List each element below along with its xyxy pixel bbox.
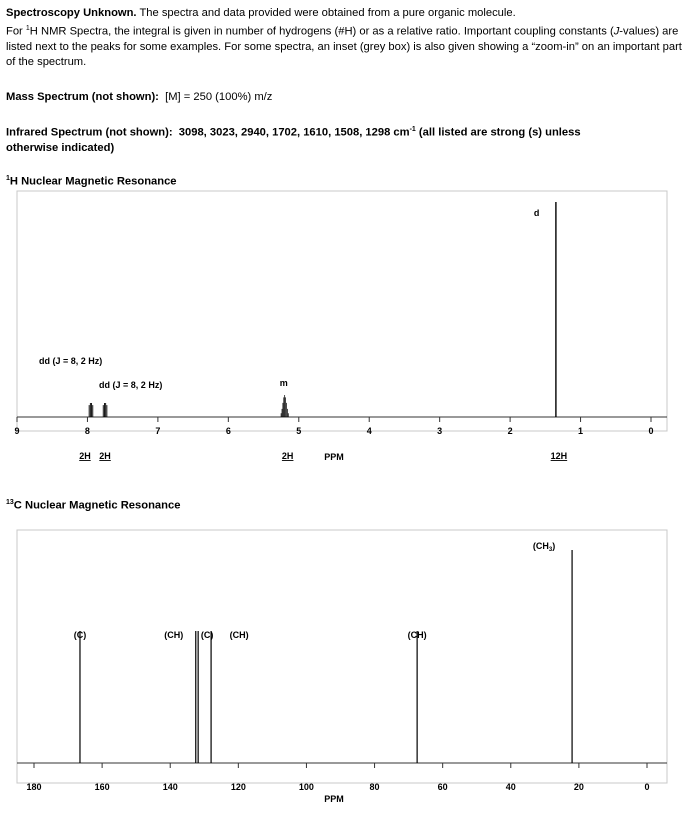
c-nmr-frame [17,530,667,783]
h-nmr-spectrum [0,188,692,488]
mass-spectrum-line: Mass Spectrum (not shown): [M] = 250 (100%) m/z [6,91,273,103]
document-title: Spectroscopy Unknown. [6,7,137,19]
c-nmr-peak-label: (C) [73,630,87,640]
c-nmr-tick-label: 140 [162,782,178,792]
h-nmr-peak-label: d [533,208,540,218]
h-nmr-tick-label: 2 [507,426,513,436]
c-nmr-tick-label: 40 [505,782,516,792]
h-nmr-frame [17,191,667,431]
h-nmr-integral: 12H [550,451,568,461]
h-nmr-tick-label: 6 [225,426,231,436]
c-nmr-x-axis-label: PPM [324,794,344,804]
h-nmr-integral: 2H [99,451,111,461]
c-nmr-tick-label: 100 [298,782,314,792]
c-nmr-peak-label: (CH) [229,630,249,640]
instructions-paragraph: Spectroscopy Unknown. The spectra and data provided were obtained from a pure organic molecule. For $^1$H NMR Spectra, the integral is given in number of hydrogens (#H) or as a relative ratio. Important coupling constants (J-values) are listed next to the peaks for some examples. For some spectra, an inset (grey box) is also given showing a “zoom-in” on an important part of the spectrum. [6,7,682,68]
h-nmr-tick-label: 4 [366,426,372,436]
c-nmr-tick-label: 60 [437,782,448,792]
h-nmr-tick-label: 3 [437,426,443,436]
c-nmr-peak-label: (C) [200,630,214,640]
h-nmr-tick-label: 0 [648,426,654,436]
h-nmr-tick-label: 5 [296,426,302,436]
h-nmr-x-axis-label: PPM [324,452,344,462]
h-nmr-title: $^1$H Nuclear Magnetic Resonance [6,175,177,188]
intro-text: The spectra and data provided were obtained from a pure organic molecule. [139,7,516,19]
c-nmr-peak-label: (CH) [407,630,427,640]
h-nmr-tick-label: 1 [578,426,584,436]
c-nmr-peak-label: $(CH_3)$ [532,541,556,553]
c-nmr-tick-label: 180 [26,782,42,792]
c-nmr-title: $^{13}$C Nuclear Magnetic Resonance [6,499,181,512]
h-nmr-peak-label: dd (J = 8, 2 Hz) [99,380,163,390]
c-nmr-peak-label: (CH) [164,630,184,640]
h-nmr-integral: 2H [281,451,294,461]
h-nmr-tick-label: 8 [84,426,90,436]
h-nmr-integral: 2H [79,451,91,461]
c-nmr-tick-label: 160 [94,782,110,792]
h-nmr-tick-label: 9 [14,426,20,436]
infrared-line: Infrared Spectrum (not shown): 3098, 3023, 2940, 1702, 1610, 1508, 1298 $cm^{-1}$ (all listed are strong (s) unless otherwise indicated) [6,126,581,154]
h-nmr-peak-label: dd (J = 8, 2 Hz) [38,356,103,366]
c-nmr-tick-label: 80 [369,782,380,792]
h-nmr-peak-label: m [279,378,288,388]
c-nmr-tick-label: 20 [573,782,584,792]
c-nmr-tick-label: 120 [230,782,246,792]
h-nmr-tick-label: 7 [155,426,161,436]
c-nmr-spectrum [0,520,692,820]
c-nmr-tick-label: 0 [644,782,650,792]
